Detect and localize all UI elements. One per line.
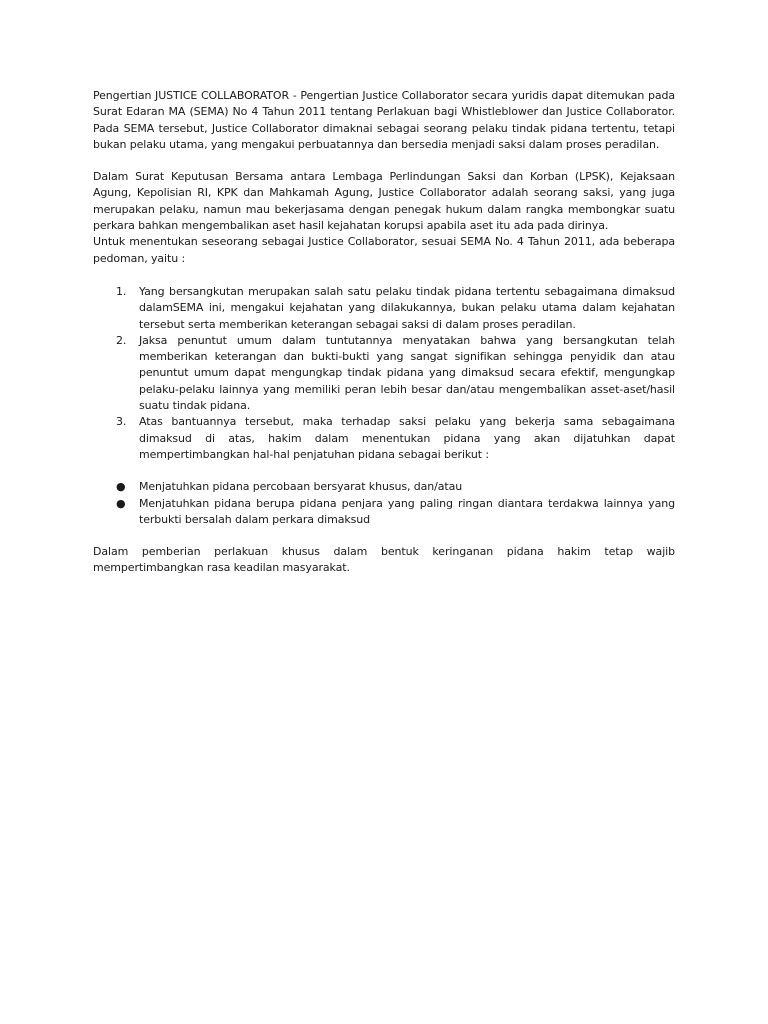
list-item-text: Yang bersangkutan merupakan salah satu pelaku tindak pidana tertentu sebagaimana dimaksud dalamSEMA ini, mengakui kejahatan yang dilakukannya, bukan pelaku utama dalam kejahatan tersebut serta memberikan keterangan sebagai saksi di dalam proses peradilan. [139, 284, 675, 331]
paragraph-spacer [93, 153, 675, 169]
paragraph-spacer [93, 463, 675, 479]
closing-paragraph: Dalam pemberian perlakuan khusus dalam bentuk keringanan pidana hakim tetap wajib mempertimbangkan rasa keadilan masyarakat. [93, 545, 675, 575]
list-item-text: Menjatuhkan pidana berupa pidana penjara yang paling ringan diantara terdakwa lainnya yang terbukti bersalah dalam perkara dimaksud [139, 496, 675, 526]
bullet-icon: ● [116, 496, 126, 510]
list-number: 1. [116, 284, 127, 298]
intro-paragraph: Pengertian JUSTICE COLLABORATOR - Pengertian Justice Collaborator secara yuridis dapat ditemukan pada Surat Edaran MA (SEMA) No 4 Tahun 2011 tentang Perlakuan bagi Whistleblower dan Justice Collaborator. Pada SEMA tersebut, Justice Collaborator dimaknai sebagai seorang pelaku tindak pidana tertentu, tetapi bukan pelaku utama, yang mengakui perbuatannya dan bersedia menjadi saksi dalam proses peradilan. [93, 89, 675, 151]
guideline-intro: Untuk menentukan seseorang sebagai Justice Collaborator, sesuai SEMA No. 4 Tahun 2011, ada beberapa pedoman, yaitu : [93, 235, 675, 265]
skb-paragraph: Dalam Surat Keputusan Bersama antara Lembaga Perlindungan Saksi dan Korban (LPSK), Kejaksaan Agung, Kepolisian RI, KPK dan Mahkamah Agung, Justice Collaborator adalah seorang saksi, yang juga merupakan pelaku, namun mau bekerjasama dengan penegak hukum dalam rangka membongkar suatu perkara bahkan mengembalikan aset hasil kejahatan korupsi apabila aset itu ada pada dirinya. [93, 170, 675, 233]
guideline-list [93, 284, 675, 463]
list-item [93, 333, 675, 414]
document-page [93, 88, 675, 577]
list-item [93, 496, 675, 529]
paragraph-spacer [93, 267, 675, 284]
list-item-text: Jaksa penuntut umum dalam tuntutannya menyatakan bahwa yang bersangkutan telah memberikan keterangan dan bukti-bukti yang sangat signifikan sehingga penyidik dan atau penuntut umum dapat mengungkap tindak pidana yang dimaksud secara efektif, mengungkap pelaku-pelaku lainnya yang memiliki peran lebih besar dan/atau mengembalikan asset-aset/hasil suatu tindak pidana. [139, 333, 675, 413]
sentencing-list [93, 479, 675, 528]
paragraph-spacer [93, 528, 675, 544]
list-item-text: Menjatuhkan pidana percobaan bersyarat khusus, dan/atau [139, 480, 463, 494]
list-number: 3. [116, 415, 127, 429]
list-number: 2. [116, 333, 127, 347]
bullet-icon: ● [116, 480, 126, 494]
list-item [93, 479, 675, 495]
list-item [93, 284, 675, 333]
list-item-text: Atas bantuannya tersebut, maka terhadap saksi pelaku yang bekerja sama sebagaimana dimaksud di atas, hakim dalam menentukan pidana yang akan dijatuhkan dapat mempertimbangkan hal-hal penjatuhan pidana sebagai berikut : [139, 415, 675, 461]
list-item [93, 414, 675, 463]
